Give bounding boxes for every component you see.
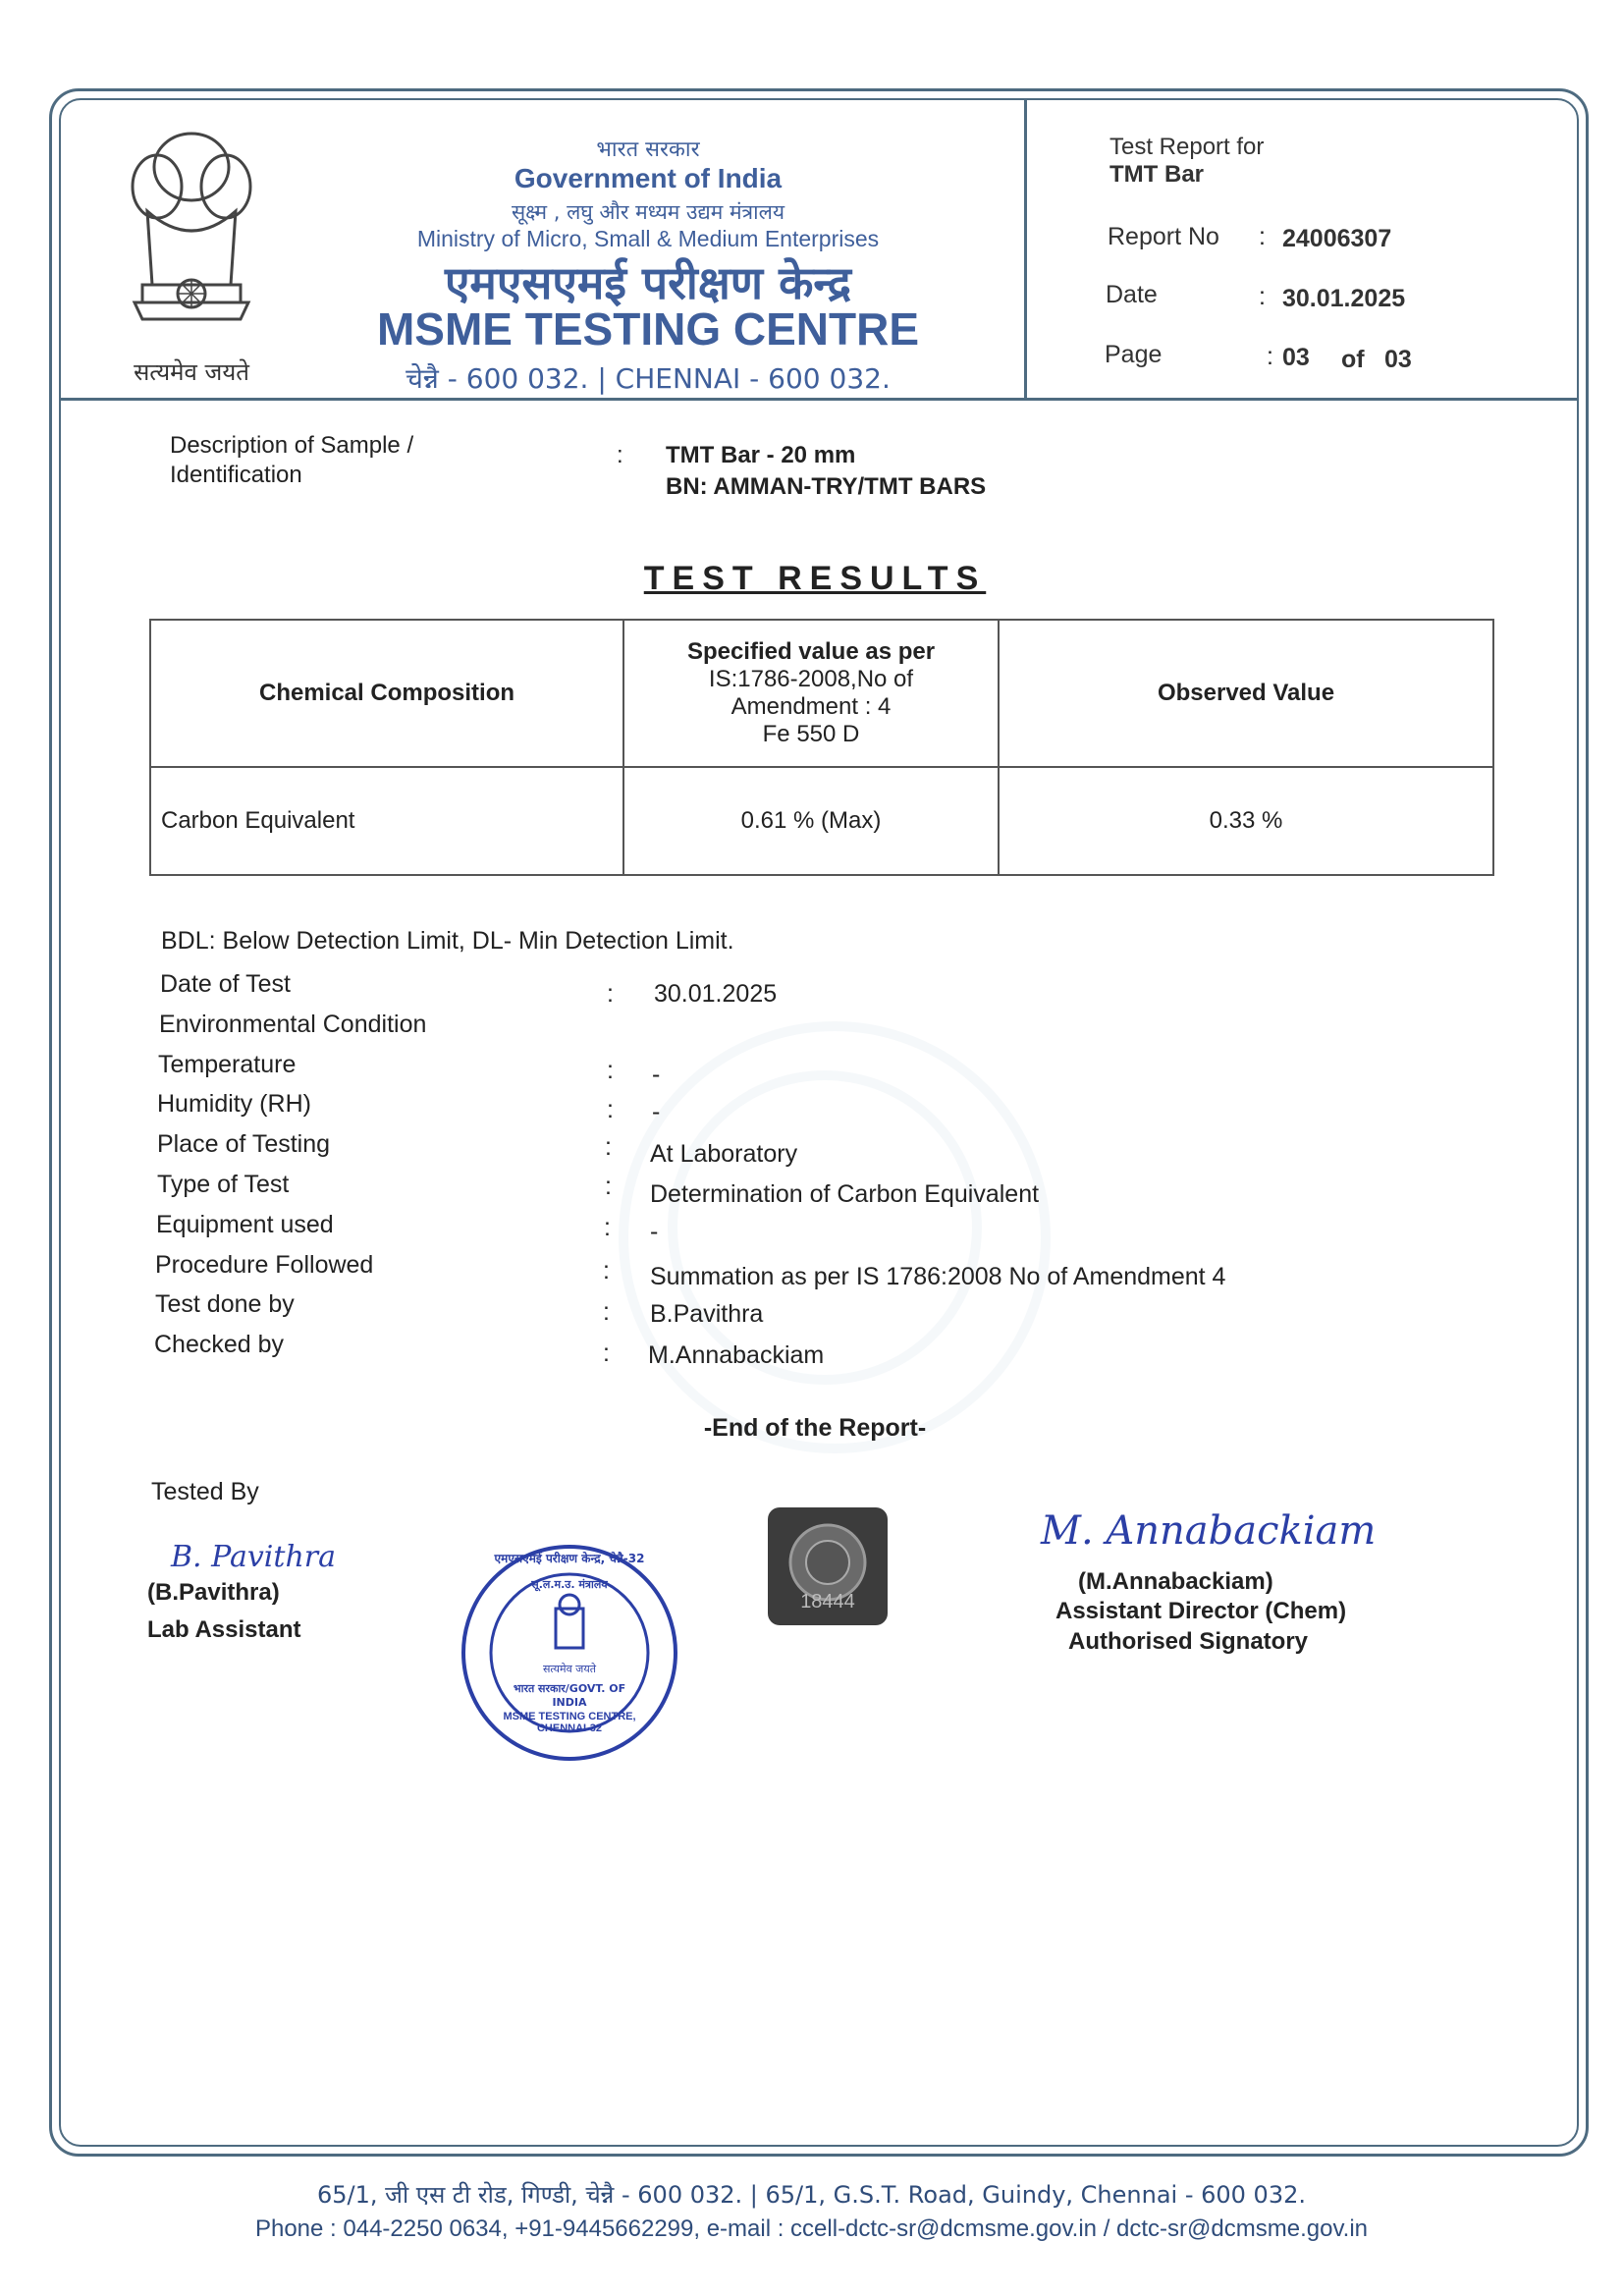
detail-value: M.Annabackiam — [648, 1341, 825, 1369]
date-label: Date — [1106, 281, 1158, 308]
report-no-label: Report No — [1108, 223, 1219, 250]
detail-value: - — [652, 1098, 661, 1125]
report-no-value: 24006307 — [1282, 225, 1392, 252]
sample-value-line1: TMT Bar - 20 mm — [666, 442, 856, 468]
right-name: (M.Annabackiam) — [1078, 1568, 1273, 1595]
test-report-for-label: Test Report for — [1109, 134, 1265, 160]
detail-colon: : — [603, 1339, 610, 1367]
detail-value: 30.01.2025 — [654, 980, 778, 1008]
detail-value: - — [652, 1061, 661, 1088]
end-of-report: -End of the Report- — [703, 1414, 927, 1442]
detail-value: Summation as per IS 1786:2008 No of Amendment 4 — [650, 1263, 1226, 1290]
report-no-colon: : — [1259, 223, 1266, 250]
left-signature: B. Pavithra — [171, 1540, 336, 1574]
table-row — [150, 767, 1493, 875]
left-role: Lab Assistant — [147, 1616, 301, 1643]
test-report-for-value: TMT Bar — [1109, 161, 1204, 188]
detail-label: Procedure Followed — [155, 1251, 374, 1279]
header-vertical-divider — [1024, 98, 1027, 398]
detail-colon: : — [607, 1057, 614, 1084]
detail-colon: : — [603, 1257, 610, 1285]
stamp-outer-text: एमएसएमई परीक्षण केन्द्र, चेन्नै-32 — [494, 1552, 645, 1565]
detail-label: Test done by — [155, 1290, 295, 1318]
right-signature: M. Annabackiam — [1041, 1508, 1377, 1554]
date-value: 30.01.2025 — [1282, 285, 1406, 312]
gov-hindi: भारत सरकार — [596, 137, 700, 162]
stamp-motto: सत्यमेव जयते — [542, 1663, 596, 1675]
ministry-hindi: सूक्ष्म , लघु और मध्यम उद्यम मंत्रालय — [511, 200, 785, 224]
detail-label: Date of Test — [160, 970, 291, 998]
detail-colon: : — [604, 1214, 611, 1241]
sample-value-line2: BN: AMMAN-TRY/TMT BARS — [666, 473, 987, 500]
page-of: of — [1341, 346, 1365, 373]
spec-header-line1: IS:1786-2008,No of — [708, 666, 914, 692]
emblem-icon — [113, 118, 270, 354]
detail-label: Place of Testing — [157, 1130, 331, 1158]
address-line: चेन्नै - 600 032. | CHENNAI - 600 032. — [406, 362, 891, 395]
date-colon: : — [1259, 283, 1266, 310]
spec-header-title: Specified value as per — [686, 638, 936, 665]
sample-colon: : — [617, 442, 623, 468]
row-parameter: Carbon Equivalent — [150, 767, 623, 875]
sample-label-line1: Description of Sample / — [170, 432, 414, 459]
right-role1: Assistant Director (Chem) — [1055, 1598, 1347, 1624]
row-observed: 0.33 % — [999, 767, 1493, 875]
page-value: 03 — [1282, 344, 1310, 371]
detail-value: Determination of Carbon Equivalent — [650, 1180, 1040, 1208]
header-divider — [59, 398, 1579, 401]
header-chemical-composition: Chemical Composition — [150, 620, 623, 767]
results-table — [149, 619, 1494, 876]
centre-hindi: एमएसएमई परीक्षण केन्द्र — [444, 256, 852, 309]
detail-value: At Laboratory — [650, 1140, 798, 1168]
header-observed-value: Observed Value — [999, 620, 1493, 767]
header-specified-value — [623, 620, 999, 767]
detail-colon: : — [605, 1133, 612, 1161]
detail-colon: : — [605, 1173, 612, 1200]
row-specified: 0.61 % (Max) — [623, 767, 999, 875]
sample-label-line2: Identification — [170, 462, 302, 488]
table-header-row — [150, 620, 1493, 767]
page-label: Page — [1105, 341, 1163, 368]
ministry-english: Ministry of Micro, Small & Medium Enterprises — [416, 226, 880, 251]
bdl-note: BDL: Below Detection Limit, DL- Min Detection Limit. — [161, 927, 734, 955]
detail-label: Environmental Condition — [159, 1011, 427, 1038]
detail-colon: : — [607, 1096, 614, 1123]
spec-header-line3: Fe 550 D — [762, 721, 860, 747]
detail-colon: : — [603, 1298, 610, 1326]
page-colon: : — [1267, 343, 1273, 370]
detail-label: Temperature — [158, 1051, 297, 1078]
tested-by-label: Tested By — [151, 1478, 259, 1505]
centre-english: MSME TESTING CENTRE — [376, 303, 920, 355]
gov-english: Government of India — [514, 163, 783, 193]
stamp-bottom-text: MSME TESTING CENTRE, CHENNAI-32 — [503, 1711, 636, 1734]
footer-address: 65/1, जी एस टी रोड, गिण्डी, चेन्नै - 600 032. | 65/1, G.S.T. Road, Guindy, Chennai - 600 032. — [317, 2181, 1306, 2209]
detail-value: B.Pavithra — [650, 1300, 764, 1328]
detail-label: Equipment used — [156, 1211, 334, 1238]
detail-label: Humidity (RH) — [157, 1090, 311, 1118]
emblem-motto: सत्यमेव जयते — [134, 358, 249, 386]
detail-label: Checked by — [154, 1331, 285, 1358]
results-title: TEST RESULTS — [643, 560, 987, 597]
watermark-seal-inner — [668, 1070, 982, 1385]
stamp-abbrev: सू.ल.म.उ. मंत्रालय — [531, 1578, 608, 1591]
stamp-inner-text: भारत सरकार/GOVT. OF INDIA — [513, 1682, 626, 1709]
detail-value: - — [650, 1218, 659, 1245]
left-name: (B.Pavithra) — [147, 1579, 280, 1606]
right-role2: Authorised Signatory — [1068, 1628, 1309, 1655]
page-total: 03 — [1384, 346, 1412, 373]
detail-label: Type of Test — [157, 1171, 290, 1198]
spec-header-line2: Amendment : 4 — [730, 693, 892, 720]
footer-contact: Phone : 044-2250 0634, +91-9445662299, e-mail : ccell-dctc-sr@dcmsme.gov.in / dctc-sr@dcmsme.gov.in — [254, 2215, 1369, 2242]
detail-colon: : — [607, 980, 614, 1008]
hologram-number: 18444 — [800, 1591, 855, 1613]
